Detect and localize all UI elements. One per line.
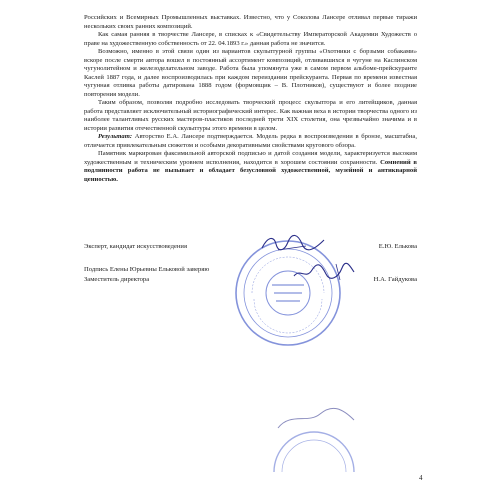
deputy-title: Заместитель директора [84, 276, 150, 283]
paragraph-4: Таким образом, позволяя подробно исследовать творческий процесс скульптора и его литейщиков, данная работа представляет исключительный историографический интерес. Как важная веха в истории творчества одного из наиболее талантливых русских мастеров-пластиков последней трети XIX столетия, она чрезвычайно значима и в истории развития отечественной скульптуры этого времени в целом. [84, 99, 417, 132]
lower-stamp-image [268, 398, 360, 478]
certify-line: Подпись Елены Юрьевны Ельковой заверяю [84, 266, 210, 273]
expert-title: Эксперт, кандидат искусствоведения [84, 243, 187, 250]
expert-handwritten-signature [258, 232, 328, 254]
paragraph-final [84, 150, 417, 184]
result-text: Авторство Е.А. Лансере подтверждается. Модель редка в воспроизведении в бронзе, масштабна, отличается привлекательным сюжетом и особыми декоративными свойствами кругового обзора. [84, 133, 417, 149]
body-text [84, 14, 417, 184]
page-number: 4 [419, 474, 423, 482]
paragraph-result [84, 133, 417, 150]
deputy-handwritten-signature [292, 262, 358, 282]
paragraph-1: Российских и Всемирных Промышленных выставках. Известно, что у Соколова Лансере отливал первые тиражи нескольких своих ранних композиций. [84, 14, 417, 30]
paragraph-2: Как самая ранняя в творчестве Лансере, в списках к «Свидетельству Императорской Академии Художеств о праве на художественную собственность от 22. 04.1893 г.» данная работа не значится. [84, 31, 417, 47]
expert-name: Е.Ю. Елькова [378, 243, 417, 250]
paragraph-3: Возможно, именно в этой связи один из вариантов скульптурной группы «Охотники с борзыми собаками» вскоре после смерти автора вошел в постоянный ассортимент композиций, отливавшихся в чугуне на Каслинском чугунолитейном и железоделательном заводе. Работа была упомянута уже в самом первом альбоме-прейскуранте Каслей 1887 года, и далее воспроизводилась при каждом переиздании прейскуранта. Первая по времени известная чугунная отливка работы датирована 1888 годом (формовщик – В. Плотников), существуют и более поздние повторения модели. [84, 48, 417, 98]
final-bold-text: Сомнений в подлинности работа не вызывает и обладает безусловной художественной, музейной и антикварной ценностью. [84, 158, 417, 183]
final-text: Памятник маркирован факсимильной авторской подписью и датой создания модели, характеризуется высоким художественным и техническим уровнем исполнения, находится в хорошем состоянии сохранности. [84, 150, 417, 166]
deputy-name: Н.А. Гайдукова [373, 276, 417, 283]
result-label: Результат: [98, 133, 133, 140]
